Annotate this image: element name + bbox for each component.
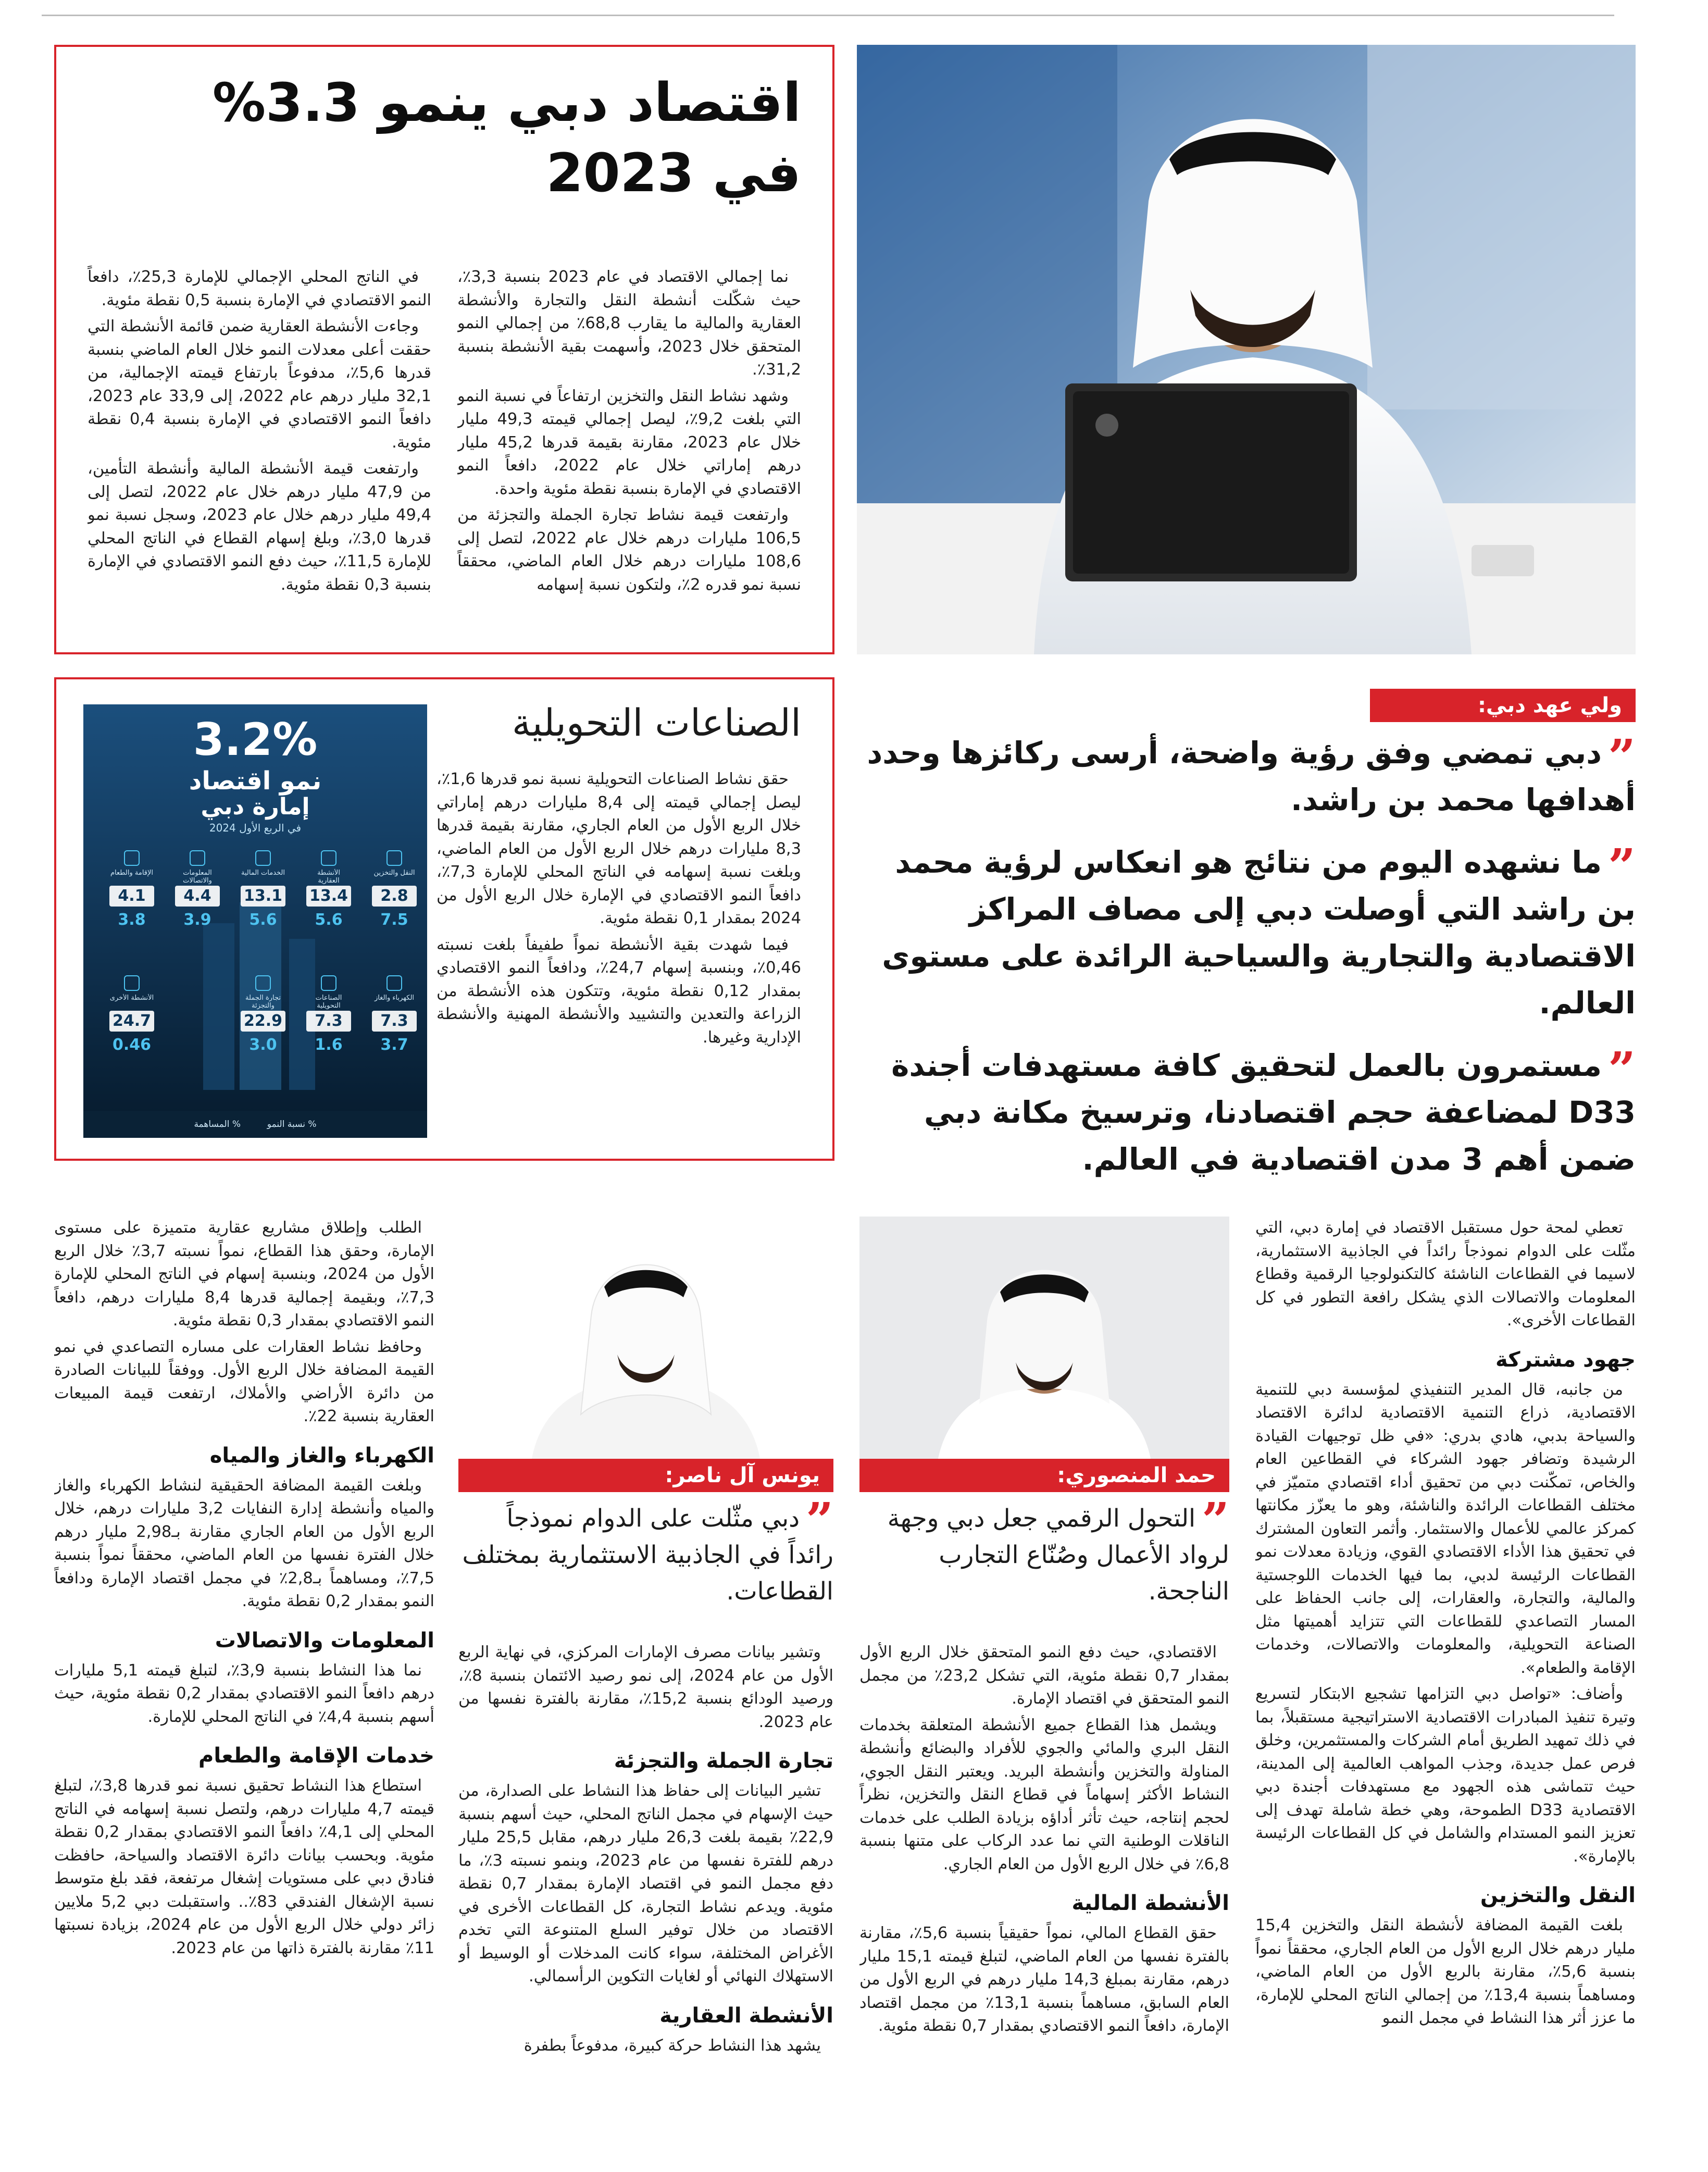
paragraph: وحافظ نشاط العقارات على مساره التصاعدي في نمو القيمة المضافة خلال الربع الأول. ووفقاً للبيانات الصادرة من دائرة الأراضي والأملاك، ارتفعت قيمة المبيعات العقارية بنسبة 22٪. [54, 1337, 434, 1425]
power-icon [387, 975, 402, 991]
factory-icon [321, 975, 336, 991]
info-label: الإقامة والطعام [110, 869, 154, 877]
info-label: المعلومات والاتصالات [183, 869, 212, 885]
paragraph: وشهد نشاط النقل والتخزين ارتفاعاً في نسبة النمو التي بلغت 9,2٪، ليصل إجمالي قيمته 49,3 مليار خلال عام 2023، مقارنة بقيمة قدرها 45,2 مليار درهم إماراتي خلال عام 2022، دافعاً النمو الاقتصادي في الإمارة بنسبة نقطة مئوية واحدة. [457, 387, 801, 498]
info-growth: 5.6 [315, 911, 343, 929]
subhead: خدمات الإقامة والطعام [198, 1744, 434, 1768]
crown-prince-label: ولي عهد دبي: [1370, 689, 1636, 722]
quote [865, 729, 1636, 823]
paragraph: بلغت القيمة المضافة لأنشطة النقل والتخزين 15,4 مليار درهم خلال الربع الأول من العام الجاري، محققاً نمواً بنسبة 5,6٪، مقارنة بالربع الأول من العام الماضي، ومساهماً بنسبة 13,4٪ من إجمالي الناتج المحلي للإمارة، ما عزز أثر هذا النشاط في مجمل النمو [1255, 1916, 1636, 2027]
subhead: الكهرباء والغاز والمياه [209, 1443, 434, 1468]
info-share: 4.4 [175, 886, 220, 907]
paragraph: من جانبه، قال المدير التنفيذي لمؤسسة دبي للتنمية الاقتصادية، ذراع التنمية الاقتصادية لدائرة الاقتصاد والسياحة بدبي، هادي بدري: «في ظل توجيهات القيادة الرشيدة وتضافر جهود الشركاء في القطاعين العام والخاص، تمكّنت دبي من تحقيق أداء اقتصادي متميّز في مختلف القطاعات الرائدة والناشئة، وهو ما يعزّز مكانتها كمركز عالمي للأعمال والاستثمار. وأثمر التعاون المشترك في تحقيق هذا الأداء الاقتصادي القوي، وزيادة معدلات نمو القطاعات الرئيسة لدبي، بما فيها الخدمات اللوجستية والمالية، والتجارة، والعقارات، إلى جانب الحفاظ على المسار التصاعدي للقطاعات التي تتزايد أهميتها مثل الصناعة التحويلية، والمعلومات والاتصالات، وخدمات الإقامة والطعام». [1255, 1380, 1636, 1677]
younis-label: يونس آل ناصر: [458, 1459, 833, 1492]
info-growth: 3.0 [249, 1036, 277, 1054]
infographic-big-value: 3.2% [193, 714, 318, 766]
headline-line-2: في 2023 [546, 142, 801, 204]
info-growth: 5.6 [249, 911, 277, 929]
bank-icon [255, 850, 271, 866]
manufacturing-text [437, 768, 801, 1143]
cart-icon [255, 975, 271, 991]
paragraph: وارتفعت قيمة الأنشطة المالية وأنشطة التأمين، من 47,9 مليار درهم خلال عام 2022، لتصل إلى 49,4 مليار درهم خلال عام 2023، وسجل نسبة نمو قدرها 3,0٪، وبلغ إسهام القطاع في الناتج المحلي للإمارة 11,5٪، حيث دفع النمو الاقتصادي في الإمارة بنسبة 0,3 نقطة مئوية. [88, 460, 431, 594]
younis-quote [458, 1492, 833, 1610]
paragraph: وبلغت القيمة المضافة الحقيقية لنشاط الكهرباء والغاز والمياه وأنشطة إدارة النفايات 3,2 مليارات درهم، خلال الربع الأول من العام الجاري مقارنة بـ2,98 مليار درهم خلال الفترة نفسها من العام الماضي، محققاً نمواً بنسبة 7,5٪، ومساهماً بـ2,8٪ في مجمل اقتصاد الإمارة ودافعاً النمو بمقدار 0,2 نقطة مئوية. [54, 1476, 434, 1610]
info-share: 4.1 [109, 886, 154, 907]
info-label: الأنشطة الأخرى [109, 994, 154, 1002]
info-cell [241, 975, 285, 1056]
paragraph: وتشير بيانات مصرف الإمارات المركزي، في نهاية الربع الأول من عام 2024، إلى نمو رصيد الائتمان بنسبة 8٪، ورصيد الودائع بنسبة 15,2٪، مقارنة بالفترة نفسها من عام 2023. [458, 1643, 833, 1731]
paragraph: فيما شهدت بقية الأنشطة نمواً طفيفاً بلغت نسبته 0,46٪، وبنسبة إسهام 24,7٪، ودافعاً النمو الاقتصادي بمقدار 0,12 نقطة مئوية، وتتكون هذه الأنشطة من الزراعة والتعدين والتشييد والأنشطة المهنية والأنشطة الإدارية وغيرها. [437, 935, 801, 1047]
paragraph: وأضاف: «تواصل دبي التزامها تشجيع الابتكار لتسريع وتيرة تنفيذ المبادرات الاقتصادية الاستراتيجية مستقبلاً، بما في ذلك تمهيد الطريق أمام الشركات والمستثمرين، وخلق فرص عمل جديدة، وجذب المواهب العالمية إلى المدينة، حيث تتماشى هذه الجهود مع مستهدفات أجندة دبي الاقتصادية D33 الطموحة، وهي خطة شاملة تهدف إلى تعزيز النمو المستدام والشامل في كل القطاعات الرئيسة بالإمارة». [1255, 1685, 1636, 1866]
info-share: 7.3 [372, 1011, 417, 1032]
info-label: تجارة الجملة والتجزئة [245, 994, 281, 1010]
headline-box [54, 45, 834, 654]
info-growth: 3.9 [183, 911, 211, 929]
column-a [1255, 1217, 1636, 2154]
info-growth: 3.8 [118, 911, 146, 929]
quote [865, 839, 1636, 1026]
column-c [458, 1641, 833, 2154]
younis-photo [458, 1217, 833, 1461]
transport-icon [387, 850, 402, 866]
quote-text: ما نشهده اليوم من نتائج هو انعكاس لرؤية محمد بن راشد التي أوصلت دبي إلى مصاف المراكز الاقتصادية والتجارية والسياحية الرائدة على مستوى العالم. [882, 845, 1636, 1021]
info-cell [306, 850, 351, 930]
quote-mark-icon: ” [1608, 1041, 1636, 1098]
headline-line-1: اقتصاد دبي ينمو 3.3% [212, 72, 801, 134]
subhead: تجارة الجملة والتجزئة [614, 1749, 833, 1773]
paragraph: ويشمل هذا القطاع جميع الأنشطة المتعلقة بخدمات النقل البري والمائي والجوي للأفراد والبضائع وأنشطة المناولة والتخزين وأنشطة البريد. ويعتبر النقل الجوي، النشاط الأكثر إسهاماً في قطاع النقل والتخزين، نظراً لحجم إنتاجه، حيث تأثر أداؤه بزيادة الطلب على خدمات الناقلات الوطنية التي نما عدد الركاب على متنها بنسبة 6,8٪ في خلال الربع الأول من العام الجاري. [859, 1716, 1229, 1873]
quote-text: مستمرون بالعمل لتحقيق كافة مستهدفات أجندة D33 لمضاعفة حجم اقتصادنا، وترسيخ مكانة دبي ضمن أهم 3 مدن اقتصادية في العالم. [891, 1048, 1636, 1177]
quote-text: دبي تمضي وفق رؤية واضحة، أرسى ركائزها وحدد أهدافها محمد بن راشد. [867, 735, 1636, 817]
quote [865, 1042, 1636, 1183]
crown-prince-quotes [865, 729, 1636, 1177]
info-share: 13.1 [241, 886, 285, 907]
quote-text: التحول الرقمي جعل دبي وجهة لرواد الأعمال وصُنّاع التجارب الناجحة. [887, 1504, 1229, 1606]
paragraph: نما إجمالي الاقتصاد في عام 2023 بنسبة 3,3٪، حيث شكّلت أنشطة النقل والتجارة والأنشطة العقارية والمالية ما يقارب 68,8٪ من إجمالي النمو المتحقق خلال 2023، وأسهمت بقية الأنشطة بنسبة 31,2٪. [457, 268, 801, 379]
manufacturing-box [54, 677, 834, 1161]
info-cell [372, 975, 417, 1056]
quote-mark-icon: ” [1608, 838, 1636, 895]
article-col-right [457, 266, 801, 641]
info-label: النقل والتخزين [373, 869, 415, 877]
info-growth: 3.7 [380, 1036, 408, 1054]
quote-mark-icon: ” [1202, 1492, 1229, 1548]
subhead: الأنشطة المالية [1071, 1891, 1229, 1915]
info-growth: 1.6 [315, 1036, 343, 1054]
subhead: النقل والتخزين [1480, 1883, 1636, 1907]
info-cell [372, 850, 417, 930]
info-share: 13.4 [306, 886, 351, 907]
crown-prince-photo [857, 45, 1636, 654]
column-d [54, 1217, 434, 2154]
top-rule [42, 15, 1614, 16]
info-cell [306, 975, 351, 1056]
manufacturing-title: الصناعات التحويلية [512, 701, 801, 744]
info-share: 24.7 [109, 1011, 154, 1032]
network-icon [190, 850, 205, 866]
paragraph: حقق نشاط الصناعات التحويلية نسبة نمو قدرها 1,6٪، ليصل إجمالي قيمته إلى 8,4 مليارات درهم إماراتي خلال الربع الأول من العام الجاري، مقارنة بقيمة قدرها 8,3 مليارات درهم خلال الربع الأول من العام الماضي، وبلغت نسبة إسهامه في الناتج المحلي للإمارة 7,3٪، دافعاً النمو الاقتصادي في الإمارة خلال الربع الأول من 2024 بمقدار 0,1 نقطة مئوية. [437, 770, 801, 927]
info-share: 7.3 [306, 1011, 351, 1032]
info-cell [241, 850, 285, 930]
paragraph: الاقتصادي، حيث دفع النمو المتحقق خلال الربع الأول بمقدار 0,7 نقطة مئوية، التي تشكل 23,2٪ من مجمل النمو المتحقق في اقتصاد الإمارة. [859, 1643, 1229, 1708]
headline [82, 68, 801, 208]
hamad-quote [859, 1492, 1229, 1610]
article-col-left [88, 266, 431, 641]
info-label: الكهرباء والغاز [374, 994, 415, 1002]
info-cell [109, 850, 154, 930]
paragraph: وارتفعت قيمة نشاط تجارة الجملة والتجزئة من 106,5 مليارات درهم خلال عام 2022، لتصل إلى 108,6 مليارات درهم خلال العام الماضي، محققاً نسبة نمو قدره 2٪، ولتكون نسبة إسهامه [457, 506, 801, 594]
hamad-photo [859, 1217, 1229, 1461]
paragraph: يشهد هذا النشاط حركة كبيرة، مدفوعاً بطفرة [523, 2036, 821, 2055]
info-growth: 7.5 [380, 911, 408, 929]
paragraph: حقق القطاع المالي، نمواً حقيقياً بنسبة 5,6٪، مقارنة بالفترة نفسها من العام الماضي، لتبلغ قيمته 15,1 مليار درهم، مقارنة بمبلغ 14,3 مليار درهم في الربع الأول من العام السابق، مساهماً بنسبة 13,1٪ من مجمل اقتصاد الإمارة، دافعاً النمو الاقتصادي بمقدار 0,7 نقطة مئوية. [859, 1924, 1229, 2035]
infographic-legend [83, 1117, 427, 1132]
paragraph: تشير البيانات إلى حفاظ هذا النشاط على الصدارة، من حيث الإسهام في مجمل الناتج المحلي، حيث أسهم بنسبة 22,9٪ بقيمة بلغت 26,3 مليار درهم، مقابل 25,5 مليار درهم للفترة نفسها من عام 2023، وبنمو نسبته 3٪، ما دفع مجمل النمو في اقتصاد الإمارة بمقدار 0,7 نقطة مئوية. ويدعم نشاط التجارة، كل القطاعات الأخرى في الاقتصاد من خلال توفير السلع المتنوعة التي تخدم الأغراض المختلفة، سواء كانت المدخلات أو الوسيط أو الاستهلاك النهائي أو لغايات التكوين الرأسمالي. [458, 1782, 833, 1985]
paragraph: وجاءت الأنشطة العقارية ضمن قائمة الأنشطة التي حققت أعلى معدلات النمو خلال العام الماضي بنسبة قدرها 5,6٪، مدفوعاً بارتفاع قيمته الإجمالية، من 32,1 مليار درهم عام 2022، إلى 33,9 عام 2023، دافعاً النمو الاقتصادي في الإمارة بنسبة 0,4 نقطة مئوية. [88, 317, 431, 452]
building-icon [321, 850, 336, 866]
column-b [859, 1641, 1229, 2154]
info-cell [175, 850, 220, 930]
subhead: جهود مشتركة [1495, 1347, 1636, 1372]
hamad-label: حمد المنصوري: [859, 1459, 1229, 1492]
infographic-row-1 [83, 850, 427, 965]
info-label: الصناعات التحويلية [315, 994, 342, 1010]
infographic-line-3: في الربع الأول 2024 [209, 822, 302, 834]
legend-growth: % نسبة النمو [267, 1119, 317, 1130]
info-label: الخدمات المالية [241, 869, 285, 877]
paragraph: نما هذا النشاط بنسبة 3,9٪، لتبلغ قيمته 5,1 مليارات درهم دافعاً النمو الاقتصادي بمقدار 0,2 نقطة مئوية، حيث أسهم بنسبة 4,4٪ في الناتج المحلي للإمارة. [54, 1661, 434, 1726]
paragraph: استطاع هذا النشاط تحقيق نسبة نمو قدرها 3,8٪، لتبلغ قيمته 4,7 مليارات درهم، ولتصل نسبة إسهامه في الناتج المحلي إلى 4,1٪ دافعاً النمو الاقتصادي بمقدار 0,2 نقطة مئوية. وبحسب بيانات دائرة الاقتصاد والسياحة، حافظت فنادق دبي على مستويات إشغال مرتفعة، فقد بلغ متوسط نسبة الإشغال الفندقي 83٪.. واستقبلت دبي 5,2 ملايين زائر دولي خلال الربع الأول من عام 2024، بزيادة نسبتها 11٪ مقارنة بالفترة ذاتها من عام 2023. [54, 1777, 434, 1957]
gdp-infographic [83, 704, 427, 1138]
legend-share: % المساهمة [194, 1119, 241, 1130]
info-share: 2.8 [372, 886, 417, 907]
quote-text: دبي مثّلت على الدوام نموذجاً رائداً في الجاذبية الاستثمارية بمختلف القطاعات. [462, 1504, 833, 1606]
info-growth: 0.46 [112, 1036, 152, 1054]
quote-mark-icon: ” [806, 1492, 833, 1548]
info-cell [109, 975, 154, 1056]
hotel-icon [124, 850, 140, 866]
grid-icon [124, 975, 140, 991]
infographic-line-1: نمو اقتصاد [189, 766, 322, 796]
infographic-line-2: إمارة دبي [201, 793, 310, 820]
subhead: المعلومات والاتصالات [215, 1628, 434, 1653]
info-share: 22.9 [241, 1011, 285, 1032]
paragraph: في الناتج المحلي الإجمالي للإمارة 25,3٪، دافعاً النمو الاقتصادي في الإمارة بنسبة 0,5 نقطة مئوية. [88, 268, 431, 309]
paragraph: تعطي لمحة حول مستقبل الاقتصاد في إمارة دبي، التي مثّلت على الدوام نموذجاً رائداً في الجاذبية الاستثمارية، لاسيما في القطاعات الناشئة كالتكنولوجيا الرقمية وقطاع المعلومات والاتصالات الذي يشكل رافعة التطور في كل القطاعات الأخرى». [1255, 1219, 1636, 1330]
subhead: الأنشطة العقارية [659, 2003, 833, 2028]
quote-mark-icon: ” [1608, 729, 1636, 785]
info-label: الأنشطة العقارية [317, 869, 340, 885]
infographic-row-2 [83, 975, 427, 1100]
paragraph: الطلب وإطلاق مشاريع عقارية متميزة على مستوى الإمارة، وحقق هذا القطاع، نمواً نسبته 3,7٪ خلال الربع الأول من 2024، وبنسبة إسهام في الناتج المحلي للإمارة 7,3٪، وبقيمة إجمالية قدرها 8,4 مليارات درهم، دافعاً النمو الاقتصادي بمقدار 0,3 نقطة مئوية. [54, 1219, 434, 1330]
